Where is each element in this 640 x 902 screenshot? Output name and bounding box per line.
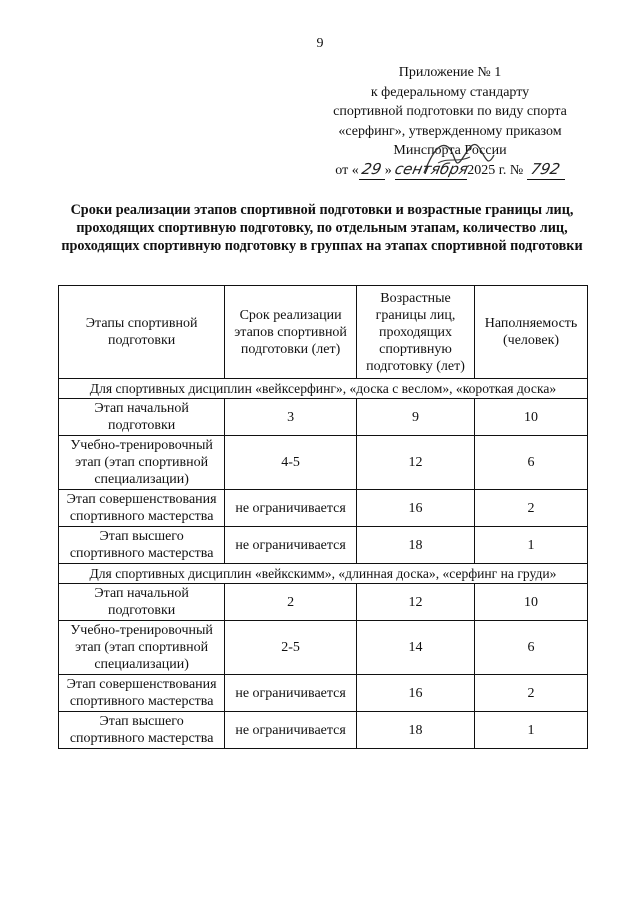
table-row	[59, 490, 588, 527]
appendix-line-3: спортивной подготовки по виду спорта	[333, 104, 567, 119]
cell-age: 18	[356, 712, 474, 749]
page-number: 9	[316, 36, 324, 51]
group-heading: Для спортивных дисциплин «вейкскимм», «длинная доска», «серфинг на груди»	[59, 564, 588, 584]
cell-stage: Этап начальной подготовки	[59, 399, 225, 436]
cell-size: 6	[475, 621, 588, 675]
table-row	[59, 527, 588, 564]
cell-term: 2	[225, 584, 357, 621]
order-number-field	[527, 161, 565, 180]
stages-table	[58, 285, 588, 749]
cell-age: 18	[356, 527, 474, 564]
date-day: 29	[360, 159, 384, 178]
cell-age: 12	[356, 436, 474, 490]
cell-stage: Учебно-тренировочный этап (этап спортивной специализации)	[59, 436, 225, 490]
date-day-close: »	[384, 162, 392, 178]
table-row	[59, 436, 588, 490]
cell-term: не ограничивается	[225, 712, 357, 749]
header-stages: Этапы спортивной подготовки	[59, 286, 225, 379]
cell-stage: Этап высшего спортивного мастерства	[59, 527, 225, 564]
date-year: 2025 г. №	[467, 162, 524, 178]
cell-age: 12	[356, 584, 474, 621]
table-row	[59, 399, 588, 436]
appendix-line-5: Минспорта России	[393, 143, 507, 158]
header-age: Возрастные границы лиц, проходящих спортивную подготовку (лет)	[356, 286, 474, 379]
cell-stage: Этап совершенствования спортивного мастерства	[59, 490, 225, 527]
group-heading: Для спортивных дисциплин «вейксерфинг», «доска с веслом», «короткая доска»	[59, 379, 588, 399]
cell-age: 16	[356, 490, 474, 527]
cell-size: 1	[475, 527, 588, 564]
table-header-row	[59, 286, 588, 379]
date-prefix: от «	[335, 162, 359, 178]
cell-stage: Этап высшего спортивного мастерства	[59, 712, 225, 749]
cell-term: 2-5	[225, 621, 357, 675]
cell-size: 10	[475, 584, 588, 621]
group-heading-row	[59, 379, 588, 399]
date-month: сентября	[393, 159, 471, 178]
header-term: Срок реализации этапов спортивной подготовки (лет)	[225, 286, 357, 379]
order-date-line	[300, 161, 600, 181]
table-row	[59, 621, 588, 675]
cell-term: не ограничивается	[225, 490, 357, 527]
table-row	[59, 712, 588, 749]
group-heading-row	[59, 564, 588, 584]
header-size: Наполняемость (человек)	[475, 286, 588, 379]
cell-size: 2	[475, 675, 588, 712]
cell-term: не ограничивается	[225, 675, 357, 712]
cell-size: 6	[475, 436, 588, 490]
cell-stage: Учебно-тренировочный этап (этап спортивной специализации)	[59, 621, 225, 675]
cell-stage: Этап начальной подготовки	[59, 584, 225, 621]
cell-term: не ограничивается	[225, 527, 357, 564]
date-month-field	[393, 159, 471, 180]
table-row	[59, 584, 588, 621]
cell-age: 14	[356, 621, 474, 675]
cell-term: 3	[225, 399, 357, 436]
cell-size: 10	[475, 399, 588, 436]
date-day-field	[359, 161, 385, 180]
appendix-line-1: Приложение № 1	[398, 65, 502, 80]
cell-size: 2	[475, 490, 588, 527]
appendix-line-4: «серфинг», утвержденному приказом	[338, 123, 562, 139]
appendix-header	[300, 63, 600, 180]
order-number: 792	[529, 159, 563, 178]
appendix-line-2: к федеральному стандарту	[370, 84, 530, 100]
cell-age: 9	[356, 399, 474, 436]
cell-size: 1	[475, 712, 588, 749]
cell-stage: Этап совершенствования спортивного мастерства	[59, 675, 225, 712]
cell-term: 4-5	[225, 436, 357, 490]
table-row	[59, 675, 588, 712]
document-title: Сроки реализации этапов спортивной подготовки и возрастные границы лиц, проходящих спортивную подготовку, по отдельным этапам, количество лиц, проходящих спортивную подготовку в группах на этапах спортивной подготовки	[61, 202, 583, 254]
cell-age: 16	[356, 675, 474, 712]
